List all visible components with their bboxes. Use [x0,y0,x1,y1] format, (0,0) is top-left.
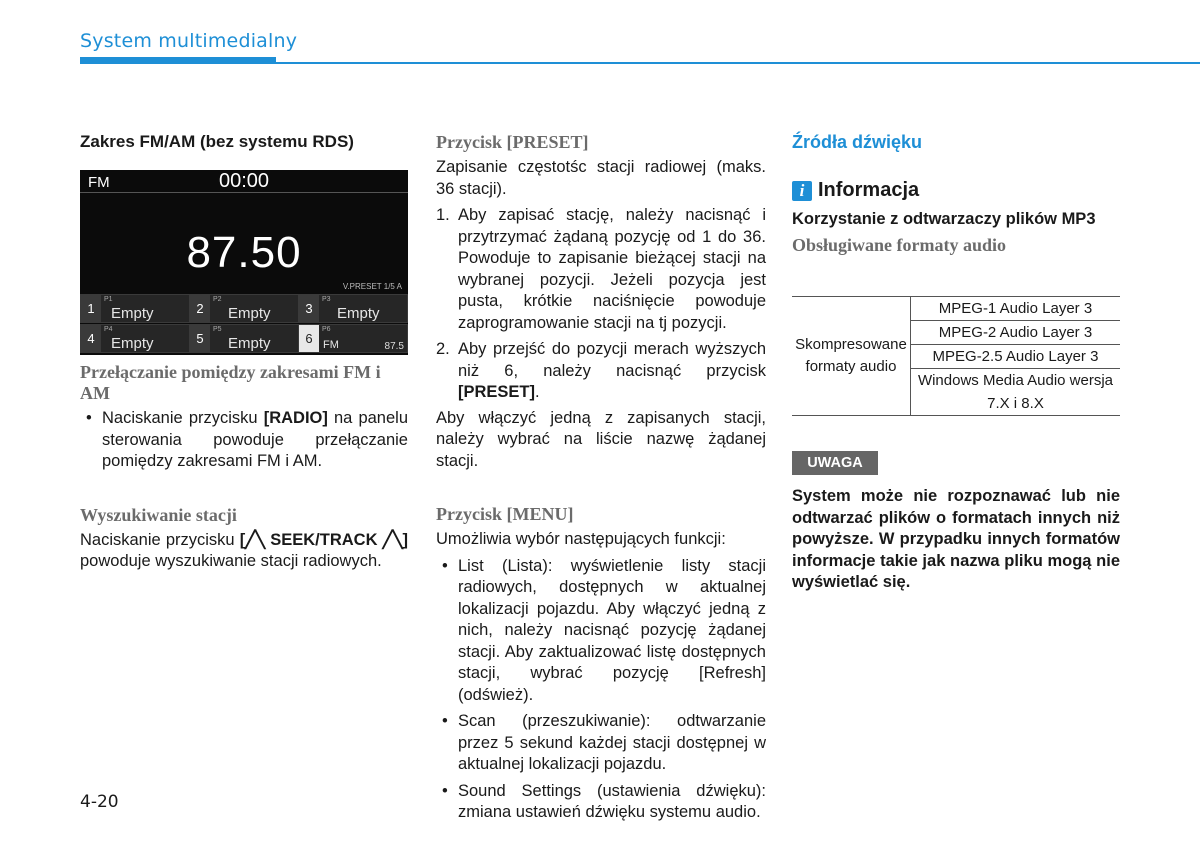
text-run: Naciskanie przycisku [80,530,240,549]
text-run: na panelu sterowania powoduje przełączanie pomiędzy zakresami FM i AM. [102,409,408,470]
heading-station-search: Wyszukiwanie stacji [80,504,237,525]
preset-slot [80,324,190,353]
heading-menu-button: Przycisk [MENU] [436,504,574,524]
preset-slot [80,294,190,323]
table-cell: MPEG-1 Audio Layer 3 [910,297,1120,321]
screen-divider [80,192,408,193]
screen-band-label: FM [88,174,110,191]
preset-text: Empty [228,335,271,352]
screen-frequency: 87.50 [186,228,302,277]
preset-steps [436,205,766,404]
audio-formats-table [792,296,1120,416]
preset-number: 6 [299,325,319,352]
preset-label: P5 [213,326,222,333]
preset-label: P4 [104,326,113,333]
table-row [792,297,1120,321]
preset-number: 3 [299,295,319,322]
info-icon: i [792,181,812,201]
band-switch-list [80,408,408,473]
preset-number: 2 [190,295,210,322]
text-run: Aby przejść do pozycji merach wyższych niż 6, należy nacisnąć przycisk [458,340,766,380]
text-run: Aby zapisać stację, należy nacisnąć i przytrzymać żądaną pozycję od 1 do 36. Powoduje to zapisanie bieżącej stacji na wybranej pozycji. Jeżeli pozycja jest pusta, krótkie naciśnięcie powoduje zaprogramowanie stacji na tj pozycji. [458,206,766,332]
heading-fm-am-range: Zakres FM/AM (bez systemu RDS) [80,132,354,151]
warning-text: System może nie rozpoznawać lub nie odtwarzać plików o formatach innych niż powyższe. W przypadku innych formatów informacje takie jak nazwa pliku mogą nie wyświetlać się. [792,487,1120,591]
column-radio-fm-am [80,132,408,152]
step-number: 1. [436,206,450,224]
preset-outro: Aby włączyć jedną z zapisanych stacji, należy wybrać na liście nazwę żądanej stacji. [436,408,766,470]
page-number: 4-20 [80,792,119,812]
preset-slot [189,294,299,323]
preset-slot [189,324,299,353]
preset-label: P6 [322,326,331,333]
preset-label: P2 [213,296,222,303]
table-group-cell: Skompresowane formaty audio [792,297,910,416]
list-item [436,205,766,334]
warning-badge: UWAGA [792,451,878,475]
list-item: • List (Lista): wyświetlenie listy stacji radiowych, dostępnych w aktualnej lokalizacji pojazdu. Aby włączyć jedną z nich, należy nacisnąć pozycję żądanej stacji. Aby zaktualizować listę dostępnych stacji, wybrać pozycję [Refresh] (odśwież). [436,556,766,707]
preset-number: 4 [81,325,101,352]
column-audio-sources [792,132,1120,256]
text-run: powoduje wyszukiwanie stacji radiowych. [80,552,382,570]
column-preset-menu [436,132,766,824]
list-item: • Scan (przeszukiwanie): odtwarzanie przez 5 sekund każdej stacji dostępnej w aktualnej lokalizacji pojazdu. [436,711,766,776]
preset-label: P3 [322,296,331,303]
menu-intro: Umożliwia wybór następujących funkcji: [436,530,726,548]
list-item [436,339,766,404]
step-number: 2. [436,340,450,358]
preset-frequency: 87.5 [384,341,404,352]
screen-clock: 00:00 [218,170,270,192]
preset-number: 1 [81,295,101,322]
seek-track-key-label: [╱╲ SEEK/TRACK ╱╲] [239,530,409,549]
heading-mp3-usage: Korzystanie z odtwarzaczy plików MP3 [792,210,1096,228]
table-cell: MPEG-2.5 Audio Layer 3 [910,345,1120,369]
preset-text: FM [323,339,339,351]
preset-slot [298,294,408,323]
heading-supported-formats: Obsługiwane formaty audio [792,235,1007,255]
preset-number: 5 [190,325,210,352]
info-box-title [792,179,1120,202]
preset-slot-selected [298,324,408,353]
section-title: System multimedialny [80,30,298,52]
menu-functions-list [436,556,766,824]
heading-band-switch: Przełączanie pomiędzy zakresami FM i AM [80,362,381,403]
info-title-text: Informacja [818,179,920,201]
list-item: • Sound Settings (ustawienia dźwięku): zmiana ustawień dźwięku systemu audio. [436,781,766,824]
screen-preset-indicator: V.PRESET 1/5 A [342,282,402,291]
text-run: . [535,383,540,401]
preset-text: Empty [337,305,380,322]
preset-grid [80,294,408,355]
list-item [80,408,408,473]
station-search-text [80,530,408,573]
column-radio-text [80,362,408,573]
preset-label: P1 [104,296,113,303]
header-rule [80,62,1200,64]
preset-text: Empty [228,305,271,322]
table-cell: MPEG-2 Audio Layer 3 [910,321,1120,345]
preset-text: Empty [111,305,154,322]
radio-screen-image [80,170,408,355]
preset-intro: Zapisanie częstotśc stacji radiowej (maks. 36 stacji). [436,158,766,198]
radio-key-label: [RADIO] [263,409,328,427]
table-cell: Windows Media Audio wersja 7.X i 8.X [910,369,1120,416]
heading-audio-sources: Źródła dźwięku [792,132,923,152]
heading-preset-button: Przycisk [PRESET] [436,132,589,152]
preset-key-label: [PRESET] [458,383,536,401]
preset-text: Empty [111,335,154,352]
text-run: Naciskanie przycisku [102,409,264,427]
